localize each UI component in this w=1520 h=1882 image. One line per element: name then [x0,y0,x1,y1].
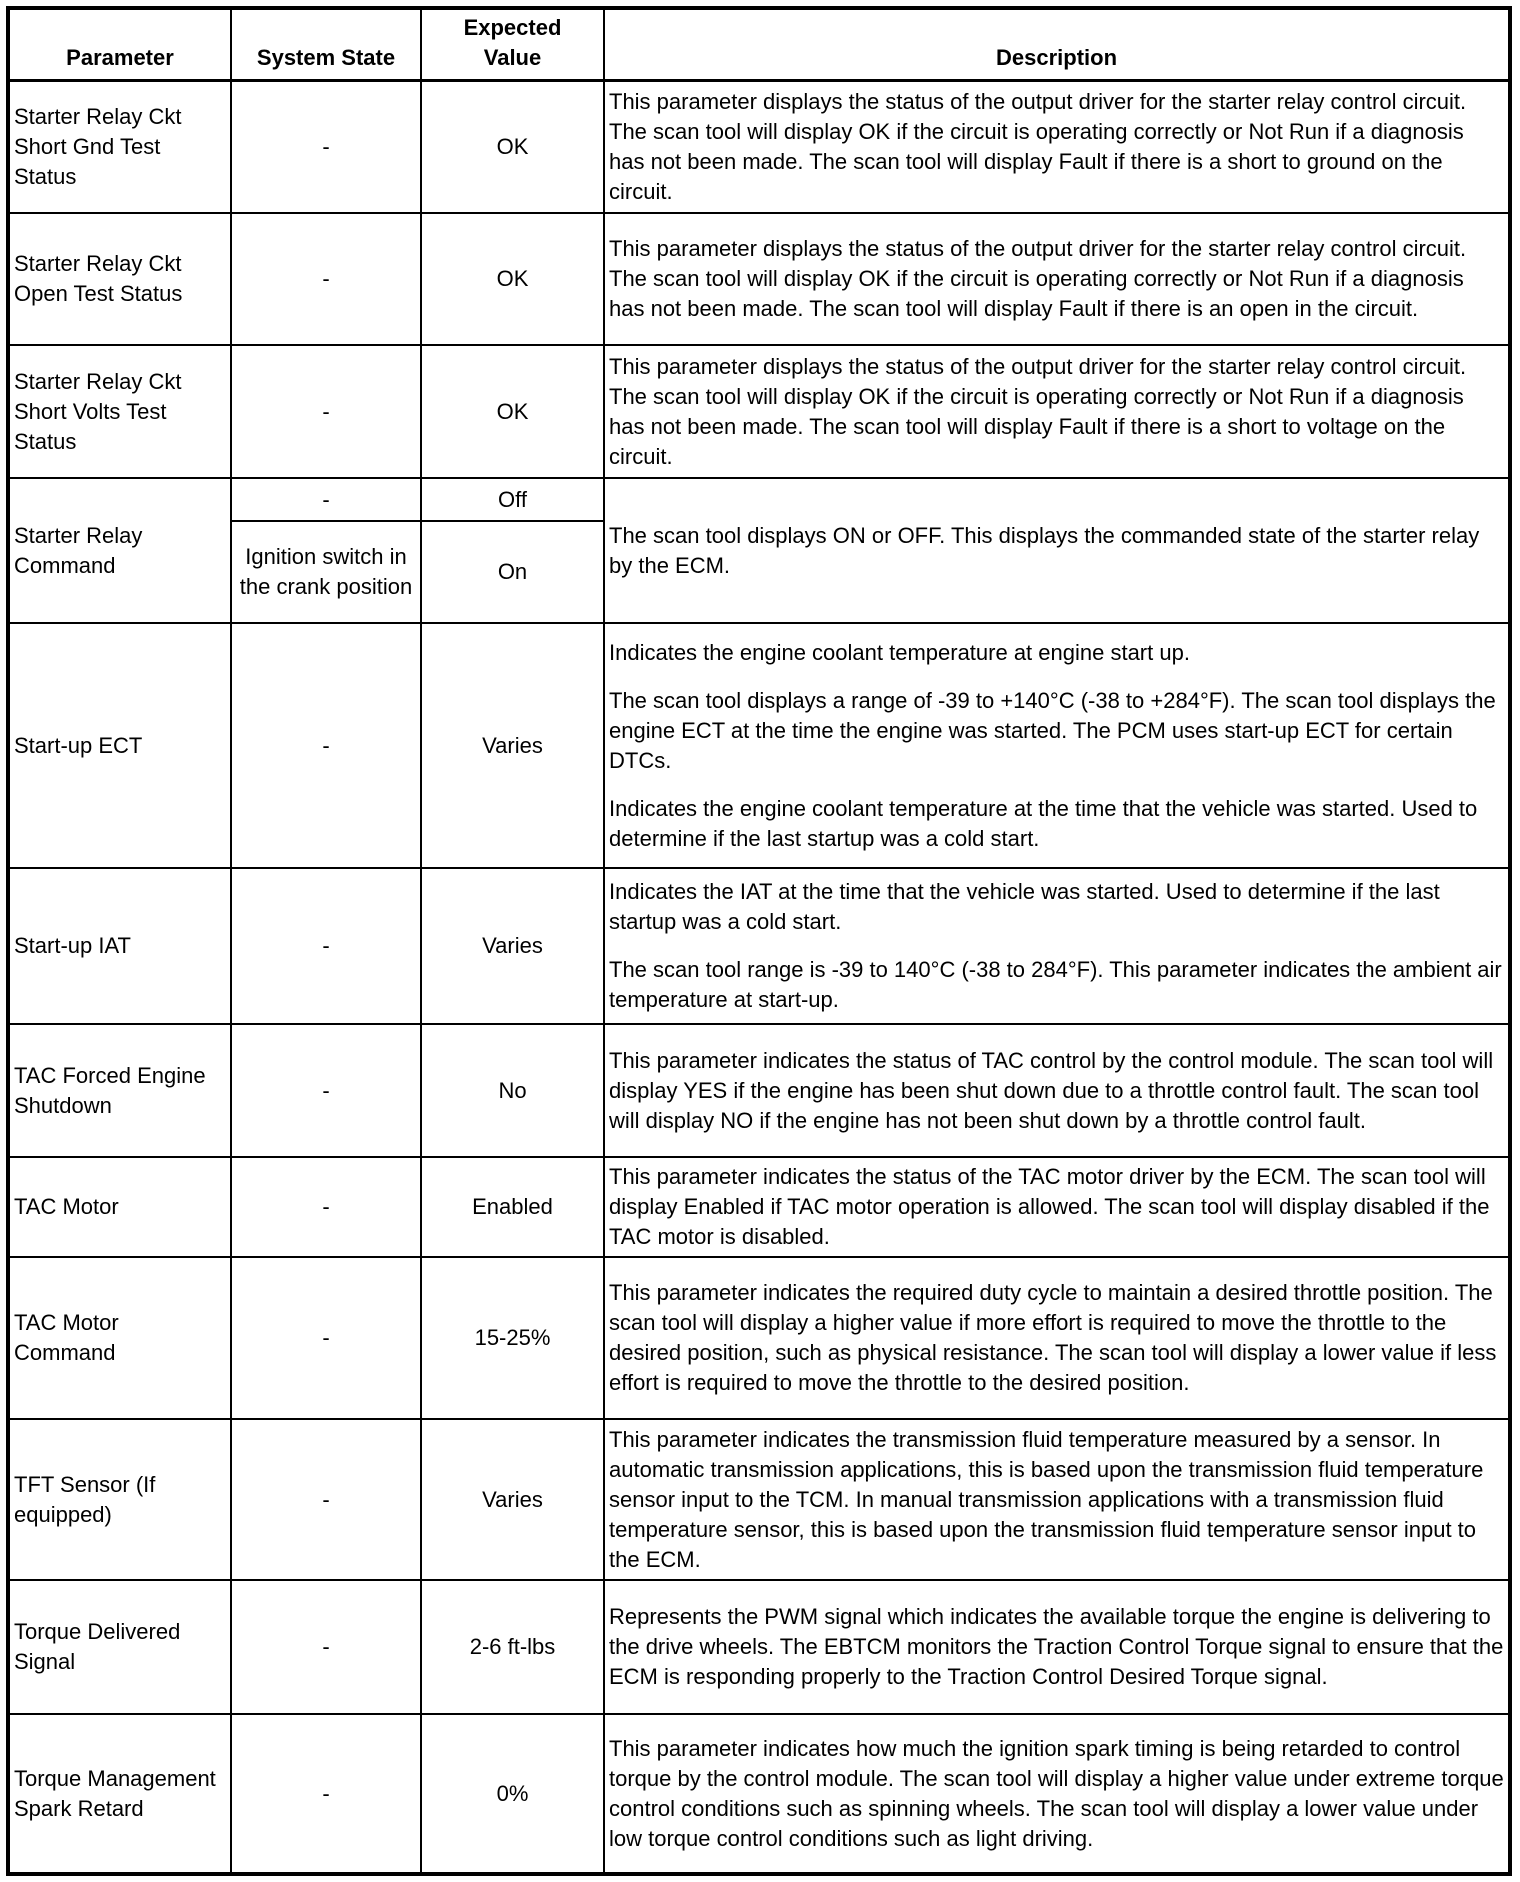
expected-value-cell-text: OK [496,398,529,424]
table-row [8,1257,1510,1419]
table-row [8,1580,1510,1714]
parameter-cell [8,213,231,345]
system-state-cell [231,1024,421,1157]
system-state-cell-text: Ignition switch in the crank position [239,544,413,599]
system-state-cell [231,1419,421,1580]
description-cell [604,1157,1510,1257]
expected-value-cell-text: On [497,559,528,584]
table-body [8,80,1510,1874]
description-cell [604,1580,1510,1714]
parameter-cell-text: Start-up IAT [14,933,131,958]
description-paragraph: The scan tool displays ON or OFF. This displays the commanded state of the starter relay by the ECM. [609,522,1480,578]
parameter-cell [8,1419,231,1580]
header-description [604,8,1510,80]
description-cell [604,1257,1510,1419]
parameter-cell-text: Start-up ECT [14,732,143,758]
expected-value-cell-text: 15-25% [474,1325,551,1350]
header-expected-value-line1: Expected [463,14,562,40]
description-paragraph: Indicates the IAT at the time that the vehicle was started. Used to determine if the last startup was a cold start. [609,879,1440,934]
table-row [8,1157,1510,1257]
expected-value-cell [421,213,604,345]
parameter-cell [8,623,231,868]
table-row [8,1419,1510,1580]
description-paragraph: Indicates the engine coolant temperature at engine start up. [609,639,1190,665]
parameter-cell-text: Torque Management Spark Retard [14,1765,216,1821]
system-state-cell [231,213,421,345]
parameter-cell [8,80,231,213]
expected-value-cell [421,1024,604,1157]
description-paragraph: This parameter displays the status of the output driver for the starter relay control circuit. The scan tool will display OK if the circuit is operating correctly or Not Run if a diagnosis has not been made. The scan tool will display Fault if there is an open in the circuit. [609,236,1467,321]
parameter-cell [8,1257,231,1419]
parameter-cell-text: TAC Motor [14,1194,119,1219]
parameter-cell-text: TFT Sensor (If equipped) [14,1471,156,1527]
system-state-cell [231,1580,421,1714]
description-cell [604,345,1510,478]
expected-value-cell-text: Enabled [472,1194,553,1219]
expected-value-cell-text: 2-6 ft-lbs [469,1634,556,1659]
system-state-cell-text: - [322,266,330,291]
system-state-cell-text: - [322,1325,330,1350]
description-paragraph: This parameter indicates how much the ignition spark timing is being retarded to control torque by the control module. The scan tool will display a higher value under extreme torque control conditions such as spinning wheels. The scan tool will display a lower value under low torque control conditions such as light driving. [609,1735,1504,1851]
description-cell [604,1419,1510,1580]
expected-value-cell [421,345,604,478]
parameter-table [6,6,1512,1876]
parameter-cell [8,478,231,623]
table-row [8,868,1510,1024]
description-paragraph: This parameter indicates the status of TAC control by the control module. The scan tool will display YES if the engine has been shut down due to a throttle control fault. The scan tool will display NO if the engine has not been shut down by a throttle control fault. [609,1047,1494,1133]
system-state-cell-text: - [322,1486,330,1512]
expected-value-cell [421,1419,604,1580]
description-paragraph: This parameter indicates the required duty cycle to maintain a desired throttle position. The scan tool will display a higher value if more effort is required to move the throttle to the desired position, such as physical resistance. The scan tool will display a lower value if less effort is required to move the throttle to the desired position. [609,1280,1497,1395]
parameter-cell [8,868,231,1024]
expected-value-cell [421,80,604,213]
table-row [8,213,1510,345]
expected-value-cell-text: OK [496,266,529,291]
header-expected-value-line2: Value [483,44,542,70]
system-state-cell [231,1714,421,1874]
header-expected-value [421,8,604,80]
expected-value-cell [421,1714,604,1874]
description-cell [604,1024,1510,1157]
parameter-cell-text: Starter Relay Ckt Short Volts Test Status [14,368,182,454]
expected-value-cell [421,1580,604,1714]
expected-value-cell-text: Varies [482,933,543,958]
system-state-cell [231,345,421,478]
system-state-cell-text: - [322,486,330,512]
expected-value-cell-text: Varies [482,732,543,758]
parameter-cell [8,1714,231,1874]
description-cell [604,868,1510,1024]
table-row [8,478,1510,521]
parameter-cell-text: Starter Relay Ckt Short Gnd Test Status [14,103,182,189]
header-parameter-label: Parameter [66,44,174,70]
system-state-cell-text: - [322,732,330,758]
system-state-cell-text: - [322,1077,330,1103]
expected-value-cell [421,1257,604,1419]
system-state-cell [231,478,421,521]
description-cell [604,1714,1510,1874]
parameter-cell-text: TAC Motor Command [14,1310,119,1365]
parameter-cell-text: Torque Delivered Signal [14,1619,181,1674]
expected-value-cell-text: No [498,1077,527,1103]
header-system-state [231,8,421,80]
description-paragraph: This parameter indicates the transmission fluid temperature measured by a sensor. In automatic transmission applications, this is based upon the transmission fluid temperature sensor input to the TCM. In manual transmission applications with a transmission fluid temperature sensor, this is based upon the transmission fluid temperature sensor input to the ECM. [609,1426,1484,1572]
description-paragraph: Represents the PWM signal which indicates the available torque the engine is delivering to the drive wheels. The EBTCM monitors the Traction Control Torque signal to ensure that the ECM is responding properly to the Traction Control Desired Torque signal. [609,1604,1504,1689]
expected-value-cell-text: 0% [496,1780,529,1806]
system-state-cell-text: - [322,933,330,958]
expected-value-cell-text: Off [498,486,527,512]
parameter-cell [8,1024,231,1157]
header-description-label: Description [995,44,1118,70]
system-state-cell [231,1157,421,1257]
system-state-cell-text: - [322,398,330,424]
description-paragraph: The scan tool displays a range of -39 to +140°C (-38 to +284°F). The scan tool displays the engine ECT at the time the engine was started. The PCM uses start-up ECT for certain DTCs. [609,687,1496,773]
parameter-cell [8,1157,231,1257]
system-state-cell [231,521,421,623]
expected-value-cell [421,623,604,868]
description-cell [604,80,1510,213]
description-paragraph: This parameter displays the status of the output driver for the starter relay control circuit. The scan tool will display OK if the circuit is operating correctly or Not Run if a diagnosis has not been made. The scan tool will display Fault if there is a short to ground on the circuit. [609,88,1467,204]
parameter-cell [8,345,231,478]
description-cell [604,213,1510,345]
table-row [8,345,1510,478]
expected-value-cell [421,868,604,1024]
description-paragraph: This parameter displays the status of the output driver for the starter relay control circuit. The scan tool will display OK if the circuit is operating correctly or Not Run if a diagnosis has not been made. The scan tool will display Fault if there is a short to voltage on the circuit. [609,353,1467,469]
parameter-cell-text: Starter Relay Ckt Open Test Status [14,251,183,306]
system-state-cell-text: - [322,133,330,159]
table-row [8,1714,1510,1874]
parameter-cell [8,1580,231,1714]
table-row [8,80,1510,213]
system-state-cell-text: - [322,1634,330,1659]
expected-value-cell [421,521,604,623]
description-paragraph: Indicates the engine coolant temperature at the time that the vehicle was started. Used to determine if the last startup was a cold start. [609,795,1478,851]
description-paragraph: The scan tool range is -39 to 140°C (-38 to 284°F). This parameter indicates the ambient air temperature at start-up. [609,957,1502,1012]
description-cell [604,478,1510,623]
parameter-cell-text: Starter Relay Command [14,522,143,578]
expected-value-cell-text: Varies [482,1486,543,1512]
parameter-cell-text: TAC Forced Engine Shutdown [14,1062,206,1118]
expected-value-cell [421,478,604,521]
table-row [8,623,1510,868]
system-state-cell [231,623,421,868]
expected-value-cell [421,1157,604,1257]
system-state-cell [231,868,421,1024]
system-state-cell [231,1257,421,1419]
system-state-cell-text: - [322,1780,330,1806]
header-row [8,8,1510,80]
description-paragraph: This parameter indicates the status of the TAC motor driver by the ECM. The scan tool will display Enabled if TAC motor operation is allowed. The scan tool will display disabled if the TAC motor is disabled. [609,1164,1490,1249]
description-cell [604,623,1510,868]
header-system-state-label: System State [256,44,396,70]
table-row [8,1024,1510,1157]
system-state-cell-text: - [322,1194,330,1219]
expected-value-cell-text: OK [496,133,529,159]
header-parameter [8,8,231,80]
system-state-cell [231,80,421,213]
